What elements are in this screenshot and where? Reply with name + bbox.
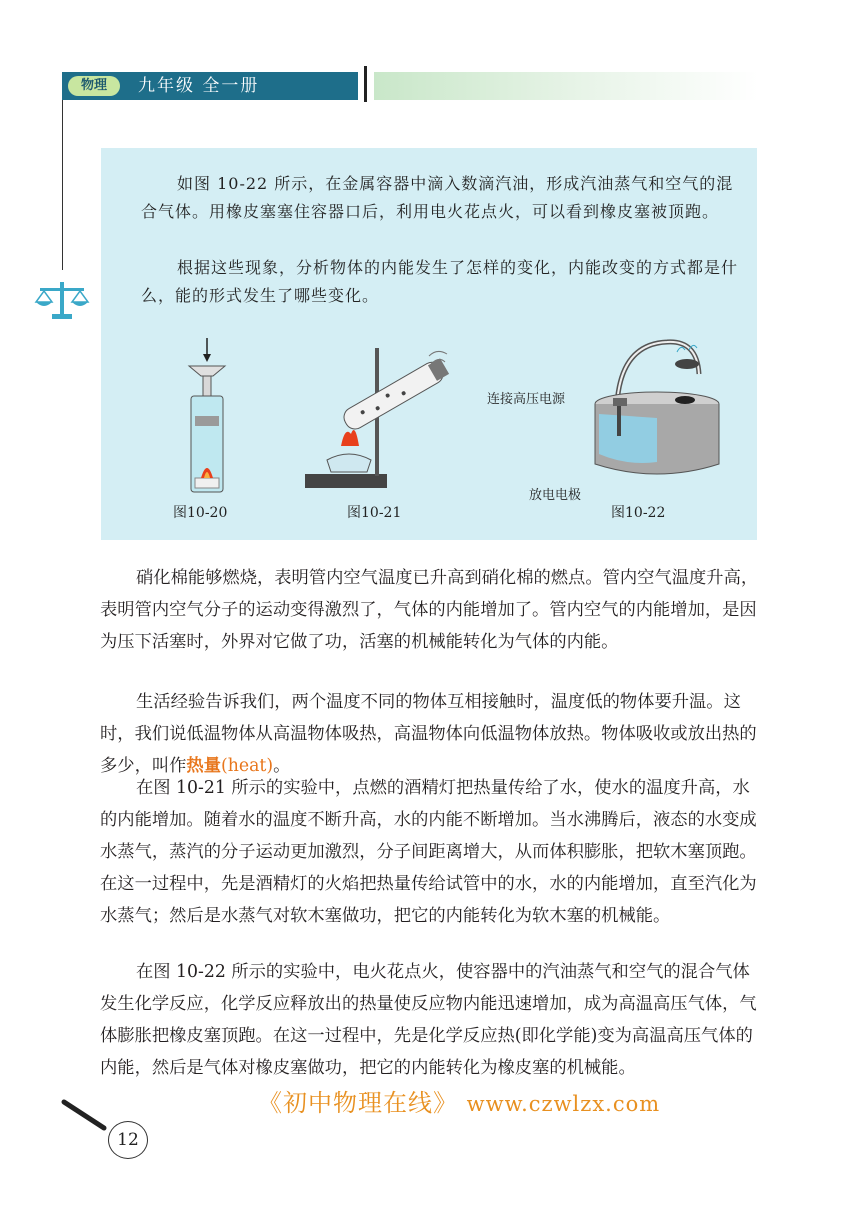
body-paragraph-4: 在图 10-22 所示的实验中，电火花点火，使容器中的汽油蒸气和空气的混合气体发生化学反应，化学反应释放出的热量使反应物内能迅速增加，成为高温高压气体，气体膨胀把橡皮塞顶跑。在这一过程中，先是化学反应热(即化学能)变为高温高压气体的内能，然后是气体对橡皮塞做功，把它的内能转化为橡皮塞的机械能。 — [100, 962, 757, 1078]
paragraph-2-end: 。 — [273, 756, 291, 776]
figure-10-22-caption: 图10-22 — [611, 505, 666, 521]
page-number: 12 — [108, 1121, 148, 1159]
balance-scale-icon — [34, 280, 90, 324]
body-paragraph-1: 硝化棉能够燃烧，表明管内空气温度已升高到硝化棉的燃点。管内空气温度升高，表明管内空气分子的运动变得激烈了，气体的内能增加了。管内空气的内能增加，是因为压下活塞时，外界对它做了功，活塞的机械能转化为气体的内能。 — [100, 568, 759, 652]
watermark-name: 《初中物理在线》 — [258, 1089, 458, 1117]
figure-10-21-illustration — [301, 344, 451, 494]
figure-10-22-label-electrode: 放电电极 — [529, 488, 582, 503]
figure-10-22-label-power: 连接高压电源 — [487, 392, 566, 407]
figure-10-22-illustration — [587, 334, 727, 484]
term-heat: 热量 — [186, 756, 221, 776]
activity-paragraph-1: 如图 10-22 所示，在金属容器中滴入数滴汽油，形成汽油蒸气和空气的混合气体。用橡皮塞塞住容器口后，利用电火花点火，可以看到橡皮塞被顶跑。 — [141, 174, 734, 221]
header-gradient-band — [374, 72, 758, 100]
book-title: 九年级 全一册 — [138, 76, 260, 96]
watermark-url: www.czwlzx.com — [466, 1092, 661, 1116]
header-divider — [364, 66, 367, 102]
subject-badge: 物理 — [68, 76, 120, 96]
activity-box — [101, 148, 757, 540]
figure-10-20-illustration — [177, 336, 237, 496]
paragraph-2-text: 生活经验告诉我们，两个温度不同的物体互相接触时，温度低的物体要升温。这时，我们说低温物体从高温物体吸热，高温物体向低温物体放热。物体吸收或放出热的多少，叫作 — [100, 692, 757, 776]
activity-paragraph-2: 根据这些现象，分析物体的内能发生了怎样的变化，内能改变的方式都是什么，能的形式发生了哪些变化。 — [141, 258, 739, 305]
body-paragraph-3: 在图 10-21 所示的实验中，点燃的酒精灯把热量传给了水，使水的温度升高，水的内能增加。随着水的温度不断升高，水的内能不断增加。当水沸腾后，液态的水变成水蒸气，蒸汽的分子运动更加激烈，分子间距离增大，从而体积膨胀，把软木塞顶跑。在这一过程中，先是酒精灯的火焰把热量传给试管中的水，水的内能增加，直至汽化为水蒸气；然后是水蒸气对软木塞做功，把它的内能转化为软木塞的机械能。 — [100, 778, 757, 926]
figure-10-21-caption: 图10-21 — [347, 505, 402, 521]
term-heat-english: (heat) — [221, 756, 274, 776]
figure-10-20-caption: 图10-20 — [173, 505, 228, 521]
margin-line — [62, 100, 63, 270]
site-watermark — [258, 1083, 660, 1118]
body-paragraph-2 — [100, 686, 760, 782]
